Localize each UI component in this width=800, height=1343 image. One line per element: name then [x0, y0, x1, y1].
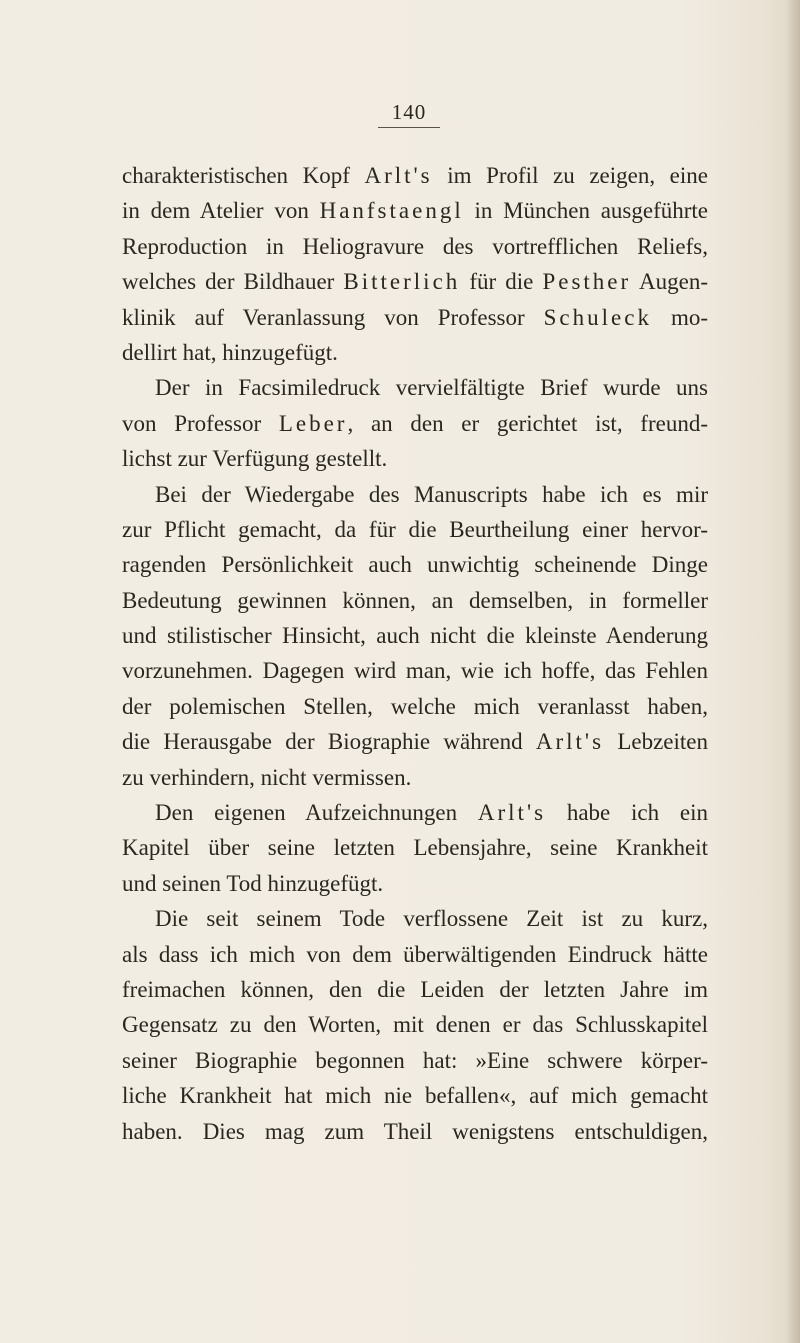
- text-line: [122, 760, 708, 795]
- text-segment: und stilistischer Hinsicht, auch nicht die kleinste Aenderung: [122, 623, 708, 649]
- text-segment: der polemischen Stellen, welche mich veranlasst haben,: [122, 693, 708, 719]
- text-line: [122, 1043, 708, 1078]
- spaced-name: Arlt's: [364, 163, 433, 188]
- spaced-name: Arlt's: [477, 800, 547, 826]
- text-line: [122, 229, 708, 264]
- text-segment: haben. Dies mag zum Theil wenigstens entschuldigen,: [122, 1118, 708, 1144]
- text-line: [122, 193, 708, 228]
- text-segment: zu verhindern, nicht vermissen.: [122, 764, 412, 790]
- text-segment: Augen-: [631, 269, 708, 295]
- text-segment: ragenden Persönlichkeit auch unwichtig scheinende Dinge: [122, 552, 708, 578]
- text-segment: in München ausgeführte: [463, 198, 709, 224]
- text-line: [122, 158, 708, 193]
- text-line: [122, 512, 708, 547]
- text-segment: Gegensatz zu den Worten, mit denen er das Schlusskapitel: [122, 1012, 708, 1038]
- text-line: [122, 866, 708, 901]
- spaced-name: Leber: [278, 410, 348, 436]
- text-line: [122, 1114, 708, 1149]
- text-segment: Kapitel über seine letzten Lebensjahre, seine Krankheit: [122, 835, 708, 861]
- text-line: [122, 830, 708, 865]
- text-segment: seiner Biographie begonnen hat: »Eine schwere körper-: [122, 1047, 708, 1073]
- text-line: [122, 972, 708, 1007]
- spaced-name: Arlt's: [535, 729, 605, 755]
- spaced-name: Pesther: [542, 269, 632, 295]
- text-segment: welches der Bildhauer: [122, 269, 344, 295]
- text-segment: Die seit seinem Tode verflossene Zeit ist zu kurz,: [155, 906, 708, 932]
- text-segment: mo-: [651, 304, 708, 330]
- text-segment: Bedeutung gewinnen können, an demselben, in formeller: [122, 587, 708, 613]
- spaced-name: Hanfstaengl: [319, 198, 464, 224]
- text-segment: , an den er gerichtet ist, freund-: [347, 410, 708, 436]
- text-line: [122, 724, 708, 759]
- text-segment: zur Pflicht gemacht, da für die Beurtheilung einer hervor-: [122, 516, 708, 542]
- page-number: [0, 100, 800, 128]
- text-line: [122, 583, 708, 618]
- text-line: [122, 653, 708, 688]
- text-line: [122, 264, 708, 299]
- page-edge-shadow: [786, 0, 800, 1343]
- text-line: [122, 1078, 708, 1113]
- text-line: [122, 795, 708, 830]
- text-segment: charakteristischen Kopf: [122, 163, 365, 188]
- text-segment: habe ich ein: [546, 800, 708, 826]
- text-segment: in dem Atelier von: [122, 198, 320, 224]
- text-line: [122, 547, 708, 582]
- text-segment: klinik auf Veranlassung von Professor: [122, 304, 544, 330]
- text-segment: von Professor: [122, 410, 279, 436]
- text-line: [122, 335, 708, 370]
- text-line: [122, 477, 708, 512]
- text-segment: für die: [460, 269, 543, 295]
- text-line: [122, 406, 708, 441]
- text-line: [122, 937, 708, 972]
- text-line: [122, 901, 708, 936]
- page-number-text: 140: [378, 100, 441, 128]
- text-segment: und seinen Tod hinzugefügt.: [122, 870, 384, 896]
- text-line: [122, 370, 708, 405]
- text-segment: Den eigenen Aufzeichnungen: [155, 800, 478, 826]
- text-line: [122, 618, 708, 653]
- text-segment: lichst zur Verfügung gestellt.: [122, 446, 388, 472]
- text-segment: als dass ich mich von dem überwältigenden Eindruck hätte: [122, 941, 708, 967]
- spaced-name: Schuleck: [543, 304, 652, 330]
- text-line: [122, 441, 708, 476]
- text-segment: vorzunehmen. Dagegen wird man, wie ich hoffe, das Fehlen: [122, 658, 708, 684]
- text-line: [122, 689, 708, 724]
- text-segment: dellirt hat, hinzugefügt.: [122, 339, 338, 365]
- text-segment: liche Krankheit hat mich nie befallen«, auf mich gemacht: [122, 1083, 708, 1109]
- text-segment: freimachen können, den die Leiden der letzten Jahre im: [122, 976, 708, 1002]
- text-segment: Lebzeiten: [604, 729, 708, 755]
- text-segment: Reproduction in Heliogravure des vortrefflichen Reliefs,: [122, 233, 708, 259]
- text-line: [122, 300, 708, 335]
- text-segment: Der in Facsimiledruck vervielfältigte Brief wurde uns: [155, 375, 708, 401]
- text-segment: die Herausgabe der Biographie während: [122, 729, 536, 755]
- spaced-name: Bitterlich: [343, 269, 461, 295]
- body-text: [122, 158, 708, 1149]
- text-segment: im Profil zu zeigen, eine: [432, 163, 708, 188]
- text-line: [122, 1007, 708, 1042]
- text-segment: Bei der Wiedergabe des Manuscripts habe ich es mir: [155, 481, 708, 507]
